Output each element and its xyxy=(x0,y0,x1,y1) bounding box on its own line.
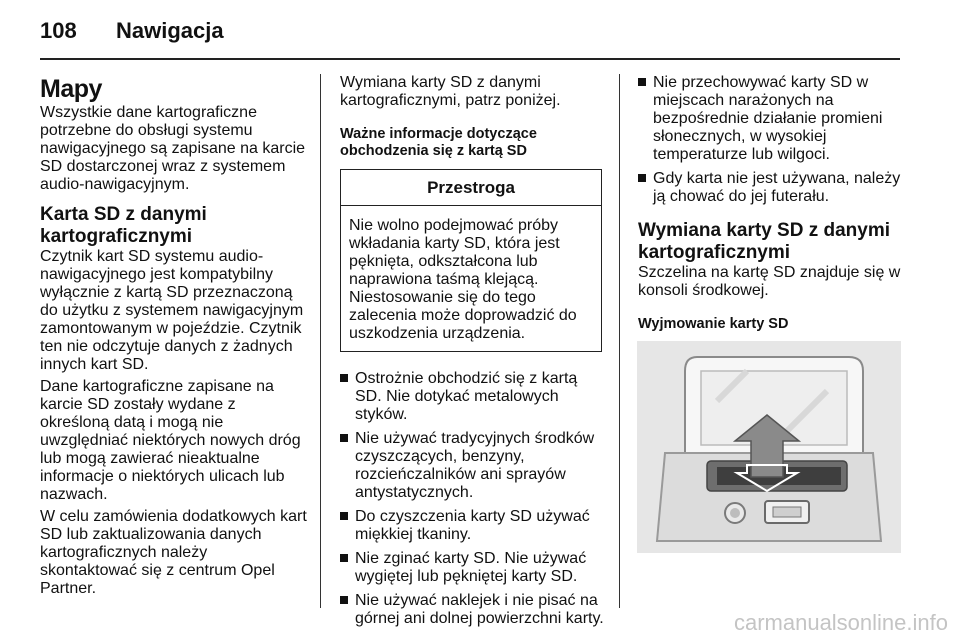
column-divider-2 xyxy=(619,74,620,608)
list-item: Ostrożnie obchodzić się z kartą SD. Nie dotykać metalowych styków. xyxy=(340,370,608,424)
order-paragraph: W celu zamówienia dodatkowych kart SD lub zaktualizowania danych kartograficznych należy skontaktować się z centrum Opel Partner. xyxy=(40,508,307,597)
caution-box xyxy=(340,169,602,352)
column-divider-1 xyxy=(320,74,321,608)
bullet-square-icon xyxy=(340,554,348,562)
map-data-paragraph: Dane kartograficzne zapisane na karcie SD zostały wydane z określoną datą i mogą nie uwzględniać niektórych nowych dróg lub mogą zawierać nieaktualne informacje o niektórych ulicach lub nazwach. xyxy=(40,378,301,503)
handling-heading: Ważne informacje dotyczące obchodzenia się z kartą SD xyxy=(340,126,537,159)
watermark: carmanualsonline.info xyxy=(733,610,948,635)
sd-card-heading: Karta SD z danymi kartograficznymi xyxy=(40,204,207,247)
list-item: Do czyszczenia karty SD używać miękkiej tkaniny. xyxy=(340,508,608,544)
column-3 xyxy=(638,74,906,342)
header-rule xyxy=(40,58,900,60)
removal-heading: Wyjmowanie karty SD xyxy=(638,316,789,332)
column-2 xyxy=(340,74,608,634)
bullet-square-icon xyxy=(340,596,348,604)
bullet-square-icon xyxy=(340,512,348,520)
chapter-title: Nawigacja xyxy=(116,18,224,43)
bullet-square-icon xyxy=(340,374,348,382)
list-item: Nie zginać karty SD. Nie używać wygiętej lub pękniętej karty SD. xyxy=(340,550,608,586)
caution-title: Przestroga xyxy=(341,170,601,206)
handling-list xyxy=(340,370,608,628)
bullet-square-icon xyxy=(340,434,348,442)
list-item: Nie używać naklejek i nie pisać na górnej ani dolnej powierzchni karty. xyxy=(340,592,608,628)
slot-paragraph: Szczelina na kartę SD znajduje się w konsoli środkowej. xyxy=(638,264,901,299)
page-header xyxy=(40,16,920,46)
reader-paragraph: Czytnik kart SD systemu audio-nawigacyjnego jest kompatybilny wyłącznie z kartą SD przeznaczoną do użytku z systemem nawigacyjnym zamontowanym w pojeździe. Czytnik ten nie odczytuje danych z żadnych innych kart SD. xyxy=(40,248,304,373)
intro-paragraph: Wszystkie dane kartograficzne potrzebne do obsługi systemu nawigacyjnego są zapisane na karcie SD dostarczonej wraz z systemem audio-nawigacyjnym. xyxy=(40,104,306,193)
bullet-square-icon xyxy=(638,174,646,182)
sd-card-removal-illustration xyxy=(637,341,901,553)
list-item: Gdy karta nie jest używana, należy ją chować do jej futerału. xyxy=(638,170,906,206)
list-item: Nie używać tradycyjnych środków czyszczących, benzyny, rozcieńczalników ani sprayów antystatycznych. xyxy=(340,430,608,502)
replacement-note: Wymiana karty SD z danymi kartograficznymi, patrz poniżej. xyxy=(340,74,561,109)
column-1 xyxy=(40,74,308,602)
bullet-square-icon xyxy=(638,78,646,86)
list-item: Nie przechowywać karty SD w miejscach narażonych na bezpośrednie działanie promieni słonecznych, w wysokiej temperaturze lub wilgoci. xyxy=(638,74,906,164)
caution-text: Nie wolno podejmować próby wkładania karty SD, która jest pęknięta, odkształcona lub naprawiona taśmą klejącą. Niestosowanie się do tego zalecenia może doprowadzić do uszkodzenia urządzenia. xyxy=(349,217,577,342)
replacement-heading: Wymiana karty SD z danymi kartograficznymi xyxy=(638,220,891,263)
section-heading: Mapy xyxy=(40,75,102,103)
storage-list xyxy=(638,74,906,206)
page-number: 108 xyxy=(40,18,77,43)
